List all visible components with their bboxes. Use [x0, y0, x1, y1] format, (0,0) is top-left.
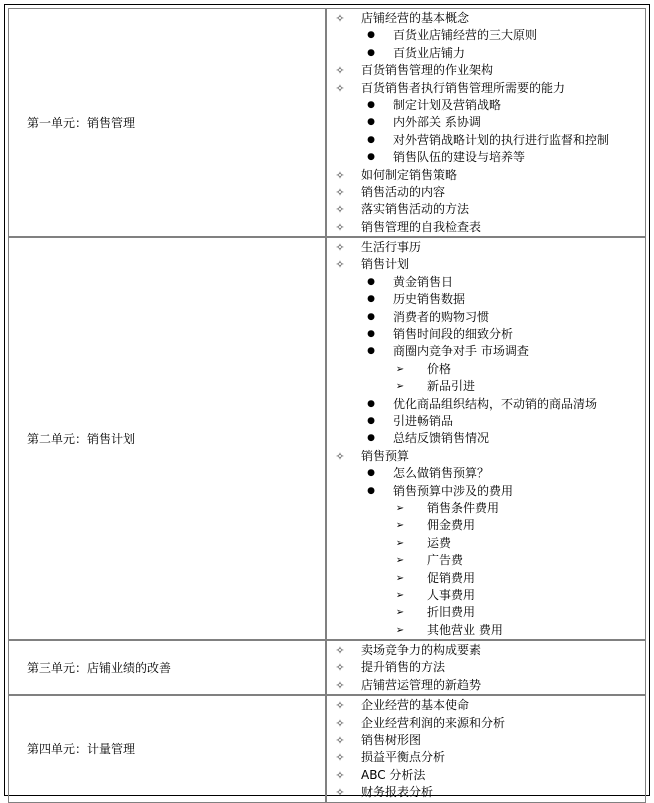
topic-text: 商圈内竞争对手 市场调查 [393, 344, 529, 359]
diamond-star-bullet-icon: ✧ [335, 716, 345, 730]
unit-row [8, 640, 646, 695]
topic-text: 销售预算 [361, 448, 410, 463]
topic-text: 销售计划 [361, 257, 410, 272]
topic-item-level-3 [327, 378, 645, 395]
topic-text: 百货销售管理的作业架构 [361, 63, 494, 78]
topic-item-level-1 [327, 732, 645, 749]
topic-item-level-1 [327, 167, 645, 184]
diamond-star-bullet-icon: ✧ [335, 734, 345, 748]
topic-item-level-2 [327, 309, 645, 326]
unit-row [8, 237, 646, 640]
topic-item-level-2 [327, 326, 645, 343]
topic-text: 对外营销战略计划的执行进行监督和控制 [393, 132, 610, 147]
filled-circle-bullet-icon: ● [367, 485, 375, 496]
topic-text: 历史销售数据 [393, 292, 466, 307]
topic-item-level-1 [327, 677, 645, 694]
unit-topics [326, 695, 646, 802]
arrowhead-bullet-icon: ➢ [395, 537, 405, 549]
filled-circle-bullet-icon: ● [367, 276, 375, 287]
diamond-star-bullet-icon: ✧ [335, 768, 345, 782]
diamond-star-bullet-icon: ✧ [335, 203, 345, 217]
filled-circle-bullet-icon: ● [367, 468, 375, 479]
topic-item-level-2 [327, 465, 645, 482]
topic-text: 百货销售者执行销售管理所需要的能力 [361, 80, 566, 95]
filled-circle-bullet-icon: ● [367, 152, 375, 163]
filled-circle-bullet-icon: ● [367, 433, 375, 444]
unit-topics [326, 8, 646, 237]
topic-item-level-2 [327, 291, 645, 308]
diamond-star-bullet-icon: ✧ [335, 241, 345, 255]
topic-item-level-1 [327, 10, 645, 27]
diamond-star-bullet-icon: ✧ [335, 449, 345, 463]
topic-item-level-2 [327, 45, 645, 62]
topic-list [327, 239, 645, 639]
topic-text: 内外部关 系协调 [393, 115, 481, 130]
filled-circle-bullet-icon: ● [367, 311, 375, 322]
filled-circle-bullet-icon: ● [367, 346, 375, 357]
topic-item-level-3 [327, 500, 645, 517]
topic-item-level-1 [327, 749, 645, 766]
topic-item-level-1 [327, 767, 645, 784]
topic-list [327, 697, 645, 801]
topic-text: 价格 [427, 361, 452, 376]
topic-text: 引进畅销品 [393, 413, 454, 428]
filled-circle-bullet-icon: ● [367, 99, 375, 110]
topic-text: 其他营业 费用 [427, 622, 503, 637]
topic-item-level-2 [327, 274, 645, 291]
filled-circle-bullet-icon: ● [367, 415, 375, 426]
topic-item-level-1 [327, 256, 645, 273]
arrowhead-bullet-icon: ➢ [395, 363, 405, 375]
topic-text: 如何制定销售策略 [361, 167, 458, 182]
topic-text: 佣金费用 [427, 518, 476, 533]
topic-text: 店铺营运管理的新趋势 [361, 677, 482, 692]
topic-text: 优化商品组织结构，不动销的商品清场 [393, 396, 598, 411]
topic-text: 销售条件费用 [427, 500, 500, 515]
topic-text: 损益平衡点分析 [361, 750, 446, 765]
topic-item-level-3 [327, 361, 645, 378]
diamond-star-bullet-icon: ✧ [335, 699, 345, 713]
unit-row [8, 8, 646, 237]
topic-text: 百货业店铺力 [393, 45, 466, 60]
diamond-star-bullet-icon: ✧ [335, 168, 345, 182]
outline-body [8, 8, 646, 803]
topic-item-level-2 [327, 27, 645, 44]
topic-list [327, 10, 645, 236]
diamond-star-bullet-icon: ✧ [335, 12, 345, 25]
topic-item-level-3 [327, 535, 645, 552]
topic-text: 销售预算中涉及的费用 [393, 483, 514, 498]
unit-title: 第三单元：店铺业绩的改善 [8, 640, 326, 695]
topic-item-level-2 [327, 396, 645, 413]
diamond-star-bullet-icon: ✧ [335, 258, 345, 272]
topic-item-level-3 [327, 587, 645, 604]
topic-item-level-3 [327, 570, 645, 587]
topic-text: 财务报表分析 [361, 785, 434, 800]
topic-text: 店铺经营的基本概念 [361, 11, 470, 25]
topic-text: 销售时间段的细致分析 [393, 327, 514, 342]
unit-row [8, 695, 646, 802]
topic-text: 广告费 [427, 553, 464, 568]
diamond-star-bullet-icon: ✧ [335, 644, 345, 658]
topic-text: 怎么做销售预算？ [393, 466, 490, 481]
filled-circle-bullet-icon: ● [367, 294, 375, 305]
topic-item-level-2 [327, 132, 645, 149]
topic-item-level-1 [327, 642, 645, 659]
filled-circle-bullet-icon: ● [367, 134, 375, 145]
diamond-star-bullet-icon: ✧ [335, 786, 345, 800]
diamond-star-bullet-icon: ✧ [335, 81, 345, 95]
filled-circle-bullet-icon: ● [367, 329, 375, 340]
topic-item-level-1 [327, 184, 645, 201]
topic-text: 新品引进 [427, 379, 476, 394]
arrowhead-bullet-icon: ➢ [395, 381, 405, 393]
diamond-star-bullet-icon: ✧ [335, 185, 345, 199]
topic-text: 提升销售的方法 [361, 660, 446, 675]
topic-text: 总结反馈销售情况 [393, 431, 490, 446]
topic-text: 销售管理的自我检查表 [361, 219, 482, 234]
topic-item-level-1 [327, 219, 645, 236]
topic-item-level-1 [327, 201, 645, 218]
unit-topics [326, 237, 646, 640]
topic-item-level-2 [327, 430, 645, 447]
arrowhead-bullet-icon: ➢ [395, 555, 405, 567]
diamond-star-bullet-icon: ✧ [335, 751, 345, 765]
unit-title: 第四单元：计量管理 [8, 695, 326, 802]
topic-text: 百货业店铺经营的三大原则 [393, 28, 538, 43]
topic-text: 卖场竞争力的构成要素 [361, 643, 482, 658]
topic-text: 折旧费用 [427, 605, 476, 620]
topic-item-level-3 [327, 604, 645, 621]
topic-item-level-1 [327, 80, 645, 97]
arrowhead-bullet-icon: ➢ [395, 624, 405, 636]
diamond-star-bullet-icon: ✧ [335, 64, 345, 78]
topic-text: ABC 分析法 [361, 767, 426, 782]
topic-text: 企业经营利润的来源和分析 [361, 715, 506, 730]
topic-item-level-1 [327, 62, 645, 79]
topic-text: 人事费用 [427, 587, 476, 602]
topic-text: 黄金销售日 [393, 274, 454, 289]
arrowhead-bullet-icon: ➢ [395, 607, 405, 619]
unit-title: 第一单元：销售管理 [8, 8, 326, 237]
topic-item-level-2 [327, 97, 645, 114]
topic-text: 生活行事历 [361, 240, 422, 255]
arrowhead-bullet-icon: ➢ [395, 589, 405, 601]
topic-item-level-2 [327, 114, 645, 131]
topic-item-level-1 [327, 784, 645, 801]
topic-item-level-1 [327, 239, 645, 256]
topic-text: 销售树形图 [361, 733, 422, 748]
arrowhead-bullet-icon: ➢ [395, 520, 405, 532]
filled-circle-bullet-icon: ● [367, 47, 375, 58]
course-outline-table [8, 8, 646, 803]
topic-item-level-2 [327, 483, 645, 500]
topic-item-level-2 [327, 149, 645, 166]
topic-text: 销售活动的内容 [361, 184, 446, 199]
unit-title: 第二单元：销售计划 [8, 237, 326, 640]
diamond-star-bullet-icon: ✧ [335, 678, 345, 692]
topic-item-level-1 [327, 659, 645, 676]
topic-item-level-3 [327, 552, 645, 569]
diamond-star-bullet-icon: ✧ [335, 661, 345, 675]
topic-text: 促销费用 [427, 570, 476, 585]
topic-text: 制定计划及营销战略 [393, 97, 502, 112]
topic-item-level-1 [327, 715, 645, 732]
filled-circle-bullet-icon: ● [367, 30, 375, 41]
arrowhead-bullet-icon: ➢ [395, 502, 405, 514]
arrowhead-bullet-icon: ➢ [395, 572, 405, 584]
topic-item-level-3 [327, 622, 645, 639]
topic-text: 运费 [427, 535, 452, 550]
topic-text: 消费者的购物习惯 [393, 309, 490, 324]
topic-item-level-2 [327, 343, 645, 360]
filled-circle-bullet-icon: ● [367, 117, 375, 128]
topic-item-level-1 [327, 697, 645, 714]
topic-text: 落实销售活动的方法 [361, 202, 470, 217]
topic-text: 企业经营的基本使命 [361, 698, 470, 713]
topic-list [327, 642, 645, 694]
topic-item-level-3 [327, 517, 645, 534]
filled-circle-bullet-icon: ● [367, 398, 375, 409]
unit-topics [326, 640, 646, 695]
diamond-star-bullet-icon: ✧ [335, 220, 345, 234]
topic-text: 销售队伍的建设与培养等 [393, 150, 526, 165]
topic-item-level-1 [327, 448, 645, 465]
topic-item-level-2 [327, 413, 645, 430]
